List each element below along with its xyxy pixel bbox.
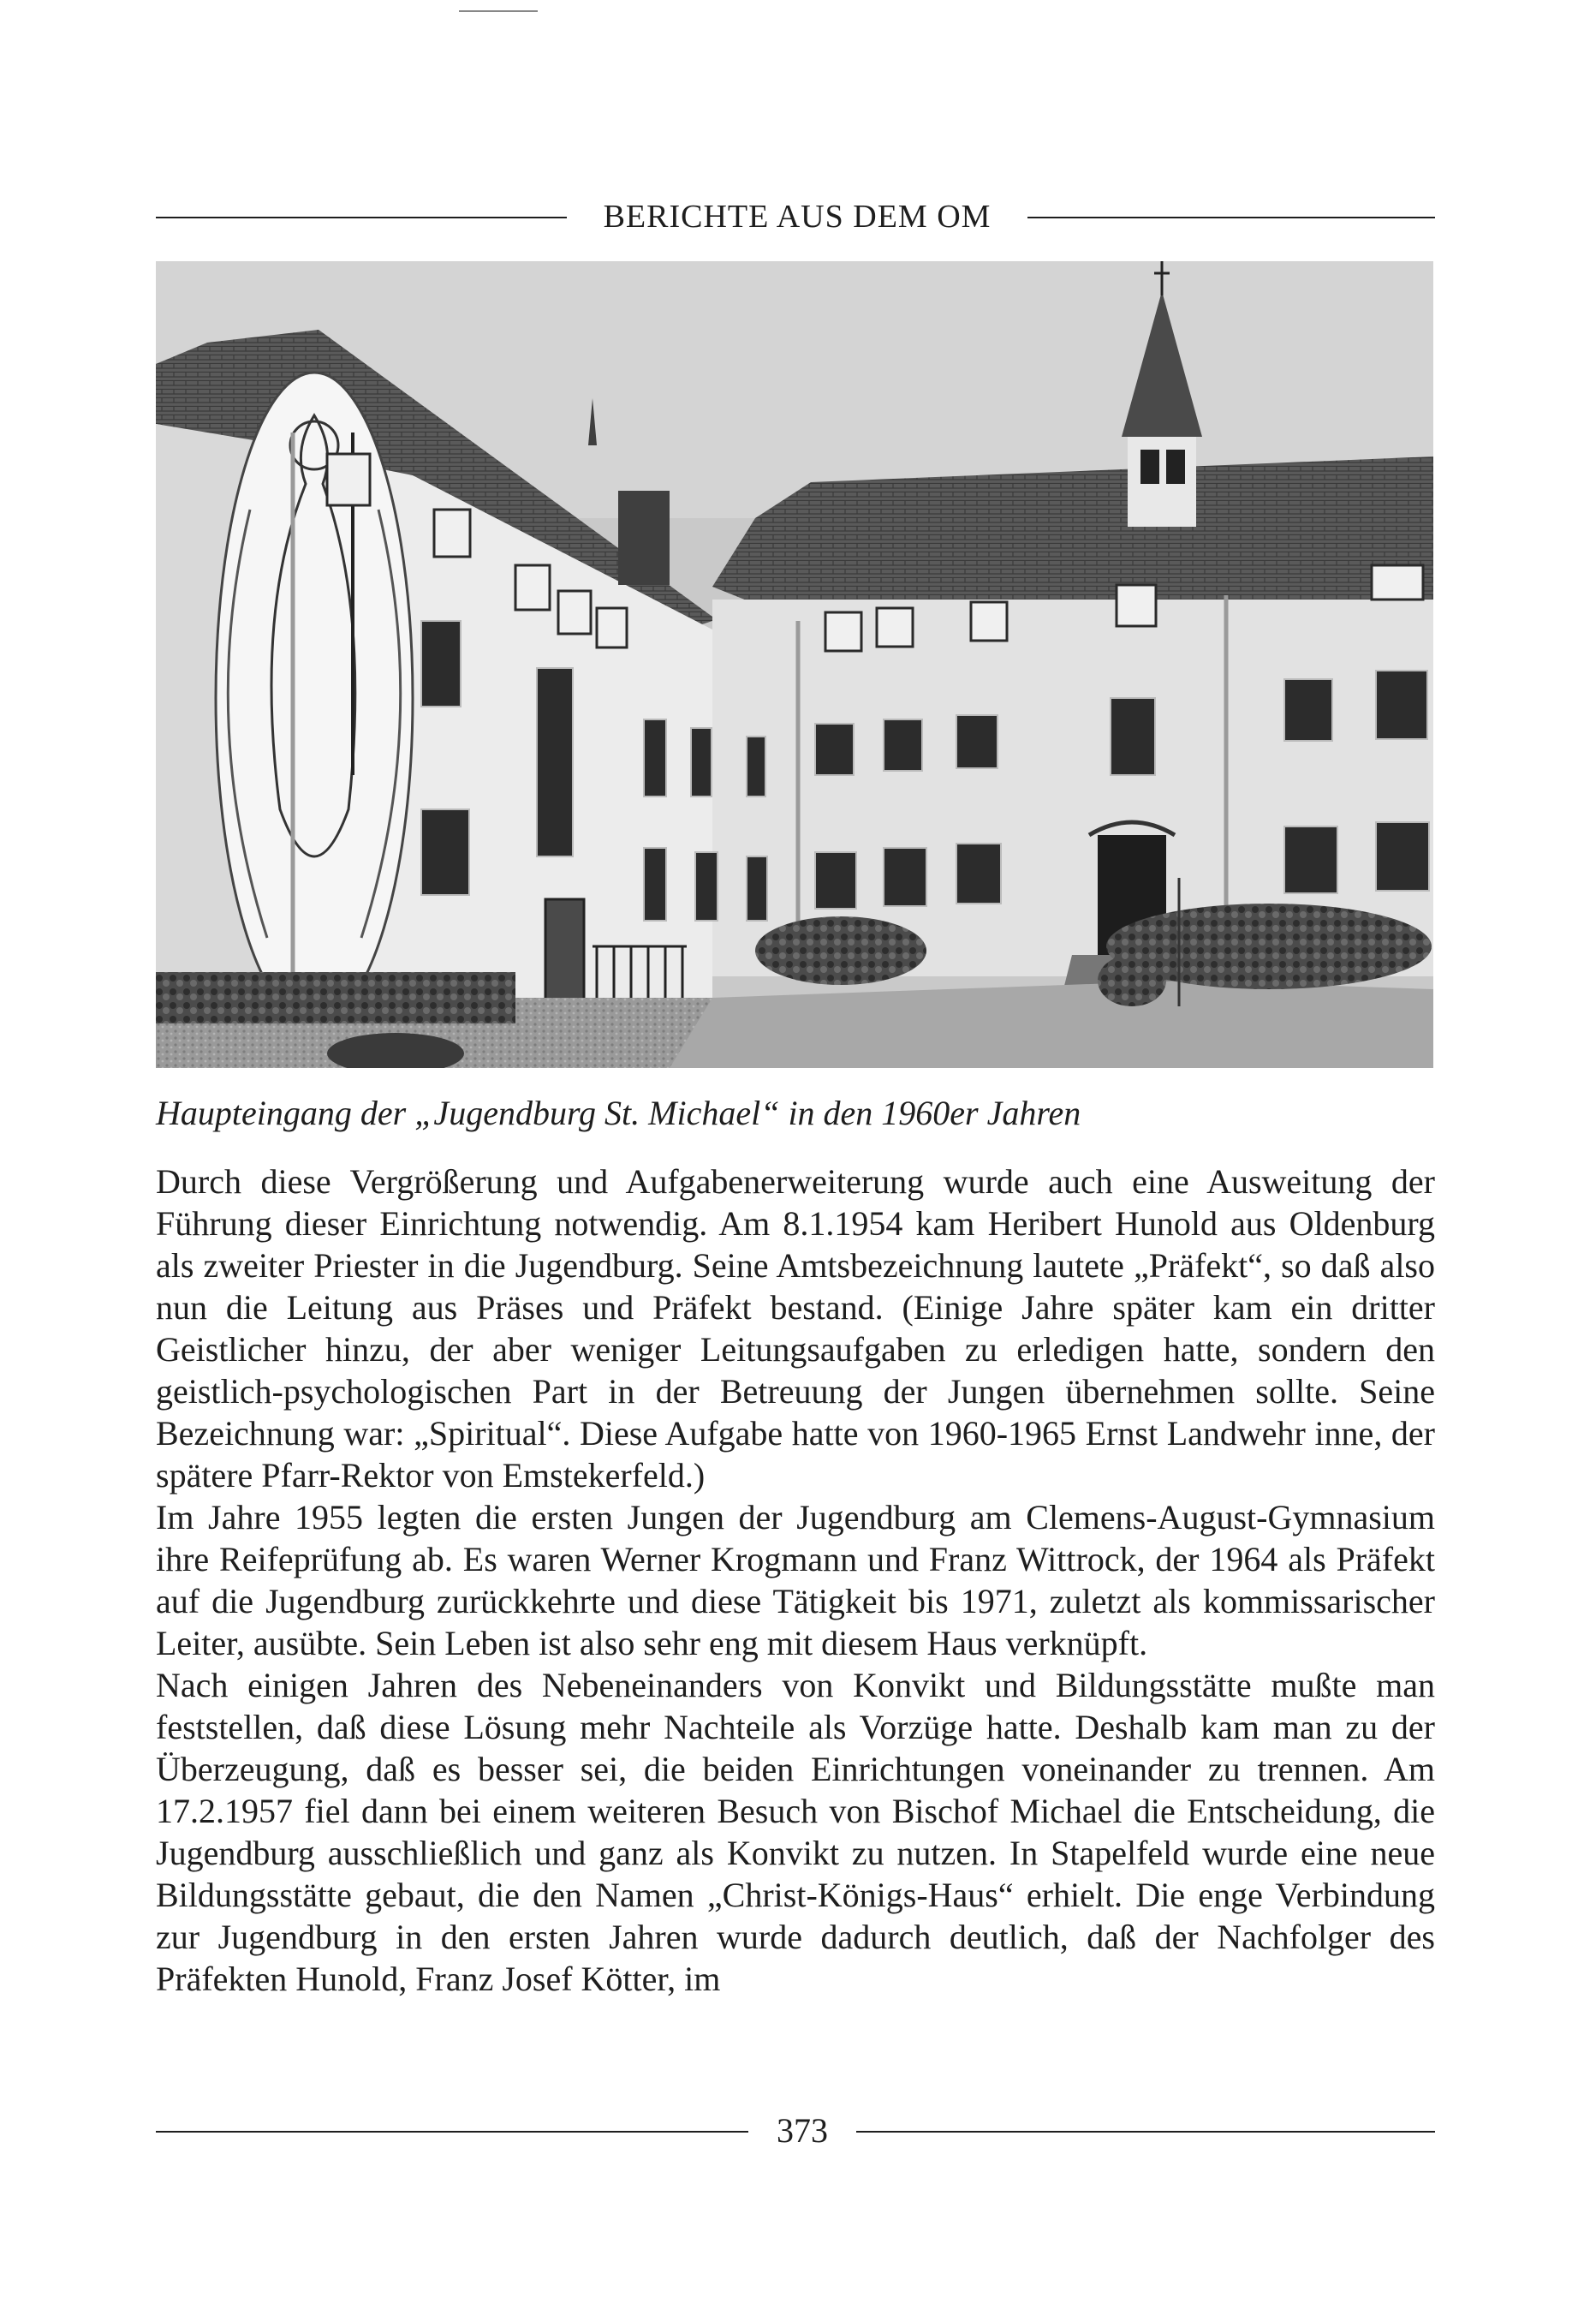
header-rule-left	[156, 217, 567, 218]
top-mark	[459, 10, 538, 12]
footer-rule-left	[156, 2131, 748, 2133]
footer-rule-right	[856, 2131, 1435, 2133]
paragraph: Nach einigen Jahren des Nebeneinanders von Konvikt und Bildungsstätte mußte man feststellen, daß diese Lösung mehr Nachteile als Vorzüge hatte. Deshalb kam man zu der Überzeugung, daß es besser sei, die beiden Einrichtungen voneinander zu trennen. Am 17.2.1957 fiel dann bei einem weiteren Besuch von Bischof Michael die Entscheidung, die Jugendburg ausschließlich und ganz als Konvikt zu nutzen. In Stapelfeld wurde eine neue Bildungsstätte gebaut, die den Namen „Christ-Königs-Haus“ erhielt. Die enge Verbindung zur Jugendburg in den ersten Jahren wurde dadurch deutlich, daß der Nachfolger des Präfekten Hunold, Franz Josef Kötter, im	[156, 1666, 1435, 1998]
figure-caption: Haupteingang der „Jugendburg St. Michael“ in den 1960er Jahren	[156, 1094, 1081, 1132]
paragraph: Durch diese Vergrößerung und Aufgabenerweiterung wurde auch eine Ausweitung der Führung dieser Einrichtung notwendig. Am 8.1.1954 kam Heribert Hunold aus Oldenburg als zweiter Priester in die Jugendburg. Seine Amtsbezeichnung lautete „Präfekt“, so daß also nun die Leitung aus Präses und Präfekt bestand. (Einige Jahre später kam ein dritter Geistlicher hinzu, der aber weniger Leitungsaufgaben zu erledigen hatte, sondern den geistlich-psychologischen Part in der Betreuung der Jungen übernehmen sollte. Seine Bezeichnung war: „Spiritual“. Diese Aufgabe hatte von 1960-1965 Ernst Landwehr inne, der spätere Pfarr-Rektor von Emstekerfeld.)	[156, 1162, 1435, 1495]
header-rule-right	[1027, 217, 1435, 218]
header-title: BERICHTE AUS DEM OM	[603, 199, 992, 235]
building-photo	[156, 261, 1433, 1068]
paragraph: Im Jahre 1955 legten die ersten Jungen der Jugendburg am Clemens-August-Gymnasium ihre Reifeprüfung ab. Es waren Werner Krogmann und Franz Wittrock, der 1964 als Präfekt auf die Jugendburg zurückkehrte und diese Tätigkeit bis 1971, zuletzt als kommissarischer Leiter, ausübte. Sein Leben ist also sehr eng mit diesem Haus verknüpft.	[156, 1498, 1435, 1662]
page-number: 373	[777, 2111, 828, 2150]
article-body	[156, 1160, 1435, 2000]
running-header	[156, 178, 1435, 255]
page-footer	[156, 2105, 1435, 2157]
